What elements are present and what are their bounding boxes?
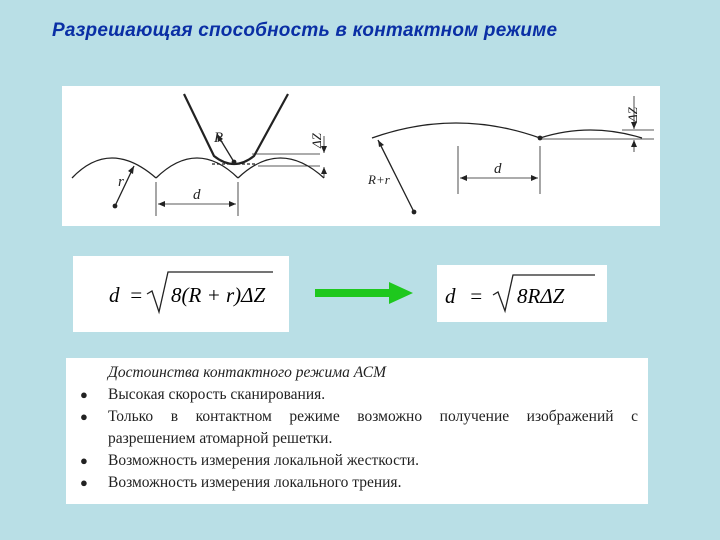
arrowhead <box>631 122 637 129</box>
arrowhead <box>631 140 637 147</box>
resolution-diagram-svg <box>62 86 660 226</box>
label-r: r <box>118 174 124 190</box>
center-dot-r <box>113 204 118 209</box>
formula-left <box>73 256 289 332</box>
advantages-panel <box>66 358 648 504</box>
center-dot-R <box>232 160 237 165</box>
arrowhead <box>531 175 538 181</box>
bullet-icon: ● <box>80 409 88 424</box>
list-item-text: Возможность измерения локального трения. <box>108 474 402 491</box>
list-item-text: Высокая скорость сканирования. <box>108 386 326 403</box>
formula-right <box>437 265 607 322</box>
label-d-right: d <box>494 161 502 177</box>
list-item <box>78 406 638 450</box>
center-dot-Rr <box>412 210 417 215</box>
bullet-icon: ● <box>80 453 88 468</box>
slide-title: Разрешающая способность в контактном режиме <box>52 20 558 41</box>
formula-right-svg <box>437 265 607 322</box>
afm-tip <box>184 94 288 164</box>
bullet-icon: ● <box>80 475 88 490</box>
formula-left-svg <box>73 256 289 332</box>
bullet-icon: ● <box>80 387 88 402</box>
atom-arc-1 <box>72 158 156 178</box>
formula-left-radicand: 8(R + r)ΔZ <box>171 283 266 307</box>
atom-contact-dot <box>538 136 543 141</box>
formula-right-radicand: 8RΔZ <box>517 284 565 308</box>
resolution-diagram <box>62 86 660 226</box>
arrowhead <box>229 201 236 207</box>
list-item-text: Только в контактном режиме возможно получение изображений с <box>108 408 638 425</box>
formula-right-eq: = <box>469 284 484 308</box>
list-item <box>78 384 638 406</box>
label-dz-right: ΔZ <box>625 107 640 122</box>
label-dz-left: ΔZ <box>309 133 324 148</box>
label-R: R <box>214 130 224 146</box>
list-item <box>78 450 638 472</box>
atom-arc-2 <box>156 158 238 178</box>
list-item <box>78 472 638 494</box>
label-d-left: d <box>193 187 201 203</box>
advantages-heading: Достоинства контактного режима АСМ <box>108 364 387 381</box>
arrowhead <box>378 140 384 147</box>
atom-arc-5 <box>540 130 642 138</box>
formula-left-lhs: d <box>109 283 120 307</box>
atom-arc-4 <box>372 123 540 138</box>
formula-left-eq: = <box>129 283 144 307</box>
atom-arc-3 <box>238 158 324 178</box>
list-item-text: разрешением атомарной решетки. <box>108 430 333 447</box>
arrowhead <box>460 175 467 181</box>
arrowhead <box>158 201 165 207</box>
arrowhead <box>321 167 327 174</box>
list-item-text: Возможность измерения локальной жесткости. <box>108 452 419 469</box>
label-R-plus-r: R+r <box>368 172 390 187</box>
advantages-list <box>78 384 638 494</box>
formula-right-lhs: d <box>445 284 456 308</box>
transition-arrow-icon <box>315 282 415 304</box>
